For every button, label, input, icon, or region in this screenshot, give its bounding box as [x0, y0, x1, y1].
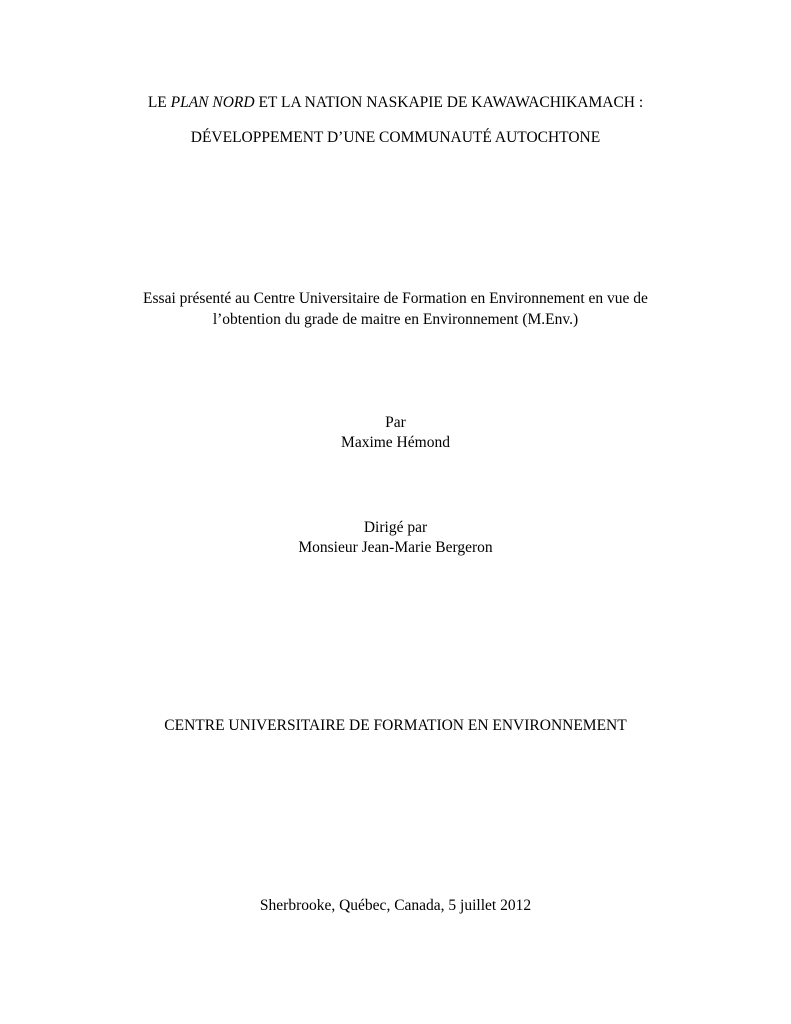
author-label: Par: [385, 414, 406, 431]
title-prefix: LE: [147, 94, 171, 111]
institution-name: CENTRE UNIVERSITAIRE DE FORMATION EN ENVIRONNEMENT: [164, 717, 627, 734]
title-italic-plan-nord: PLAN NORD: [170, 94, 255, 111]
document-title-line-1: [0, 93, 791, 113]
title-suffix: ET LA NATION NASKAPIE DE KAWAWACHIKAMACH :: [254, 94, 644, 111]
place-and-date: Sherbrooke, Québec, Canada, 5 juillet 2012: [259, 897, 532, 914]
presentation-line-2: l’obtention du grade de maitre en Environnement (M.Env.): [212, 311, 579, 328]
presentation-line-1: Essai présenté au Centre Universitaire de Formation en Environnement en vue de: [143, 290, 648, 307]
author-name: Maxime Hémond: [341, 434, 450, 451]
director-label: Dirigé par: [363, 519, 428, 536]
director-name: Monsieur Jean-Marie Bergeron: [298, 539, 493, 556]
document-title-line-2: DÉVELOPPEMENT D’UNE COMMUNAUTÉ AUTOCHTONE: [190, 129, 601, 146]
